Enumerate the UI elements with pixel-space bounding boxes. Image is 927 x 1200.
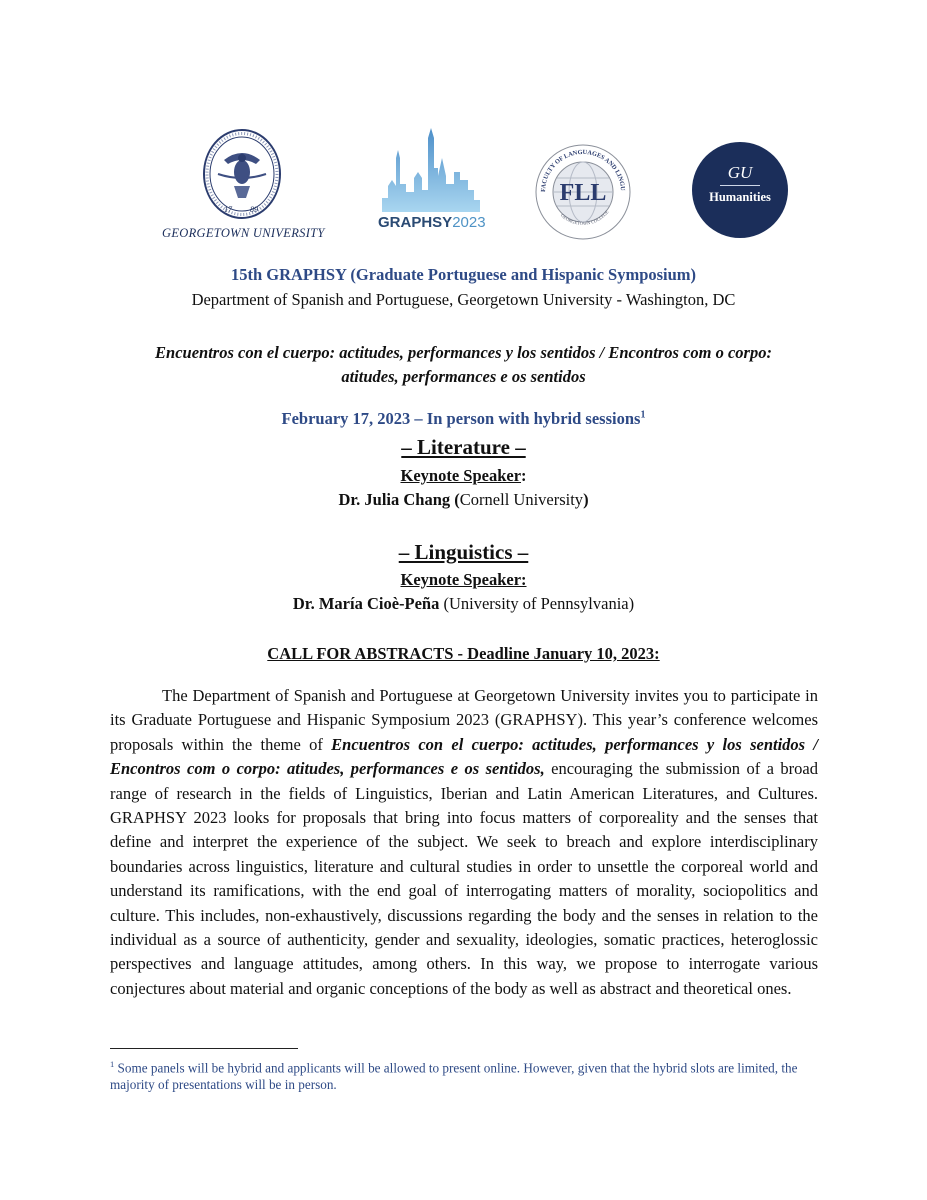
fll-bottom-text: GEORGETOWN COLLEGE	[559, 209, 610, 226]
footnote-divider	[110, 1048, 298, 1049]
literature-speaker	[0, 490, 927, 510]
literature-speaker-close: )	[583, 490, 589, 509]
gu-humanities-logo	[692, 142, 788, 238]
georgetown-wordmark: GEORGETOWN UNIVERSITY	[162, 226, 325, 240]
footnote	[110, 1056, 818, 1093]
event-date-text: February 17, 2023 – In person with hybrid sessions	[281, 409, 641, 428]
humanities-label: Humanities	[709, 190, 771, 204]
call-paragraph-body: encouraging the submission of a broad range of research in the fields of Linguistics, Iberian and Latin American Literatures, and Cultures. GRAPHSY 2023 looks for proposals that bring into focus matters of corporeality and the senses that define and interpret the experience of the subject. We seek to breach and explore interdisciplinary boundaries across linguistics, literature and cultural studies in order to unsettle the corporeal world and understand its ramifications, with the end goal of interrogating matters of morality, sociopolitics and culture. This includes, non-exhaustively, discussions regarding the body and the senses in relation to the individual as a source of authenticity, gender and sexuality, ideologies, somatic practices, heteroglossic perspectives and language attitudes, among others. In this way, we propose to interrogate various conjectures about material and organic conceptions of the body as well as abstract and theoretical ones.	[110, 759, 818, 998]
fll-monogram: FLL	[559, 180, 607, 206]
georgetown-logo	[162, 128, 325, 243]
theme-line-1: Encuentros con el cuerpo: actitudes, performances y los sentidos / Encontros com o corpo:	[155, 343, 772, 362]
theme-title	[0, 341, 927, 389]
literature-speaker-affiliation: Cornell University	[459, 490, 584, 509]
call-paragraph	[110, 684, 818, 1001]
graphsy-wordmark	[378, 214, 486, 231]
call-paragraph-theme: Encuentros con el cuerpo: actitudes, performances y los sentidos / Encontros com o corpo: atitudes, performances e os sentidos,	[110, 734, 818, 779]
footnote-text: Some panels will be hybrid and applicants will be allowed to present online. However, given that the hybrid slots are limited, the majority of presentations will be in person.	[110, 1060, 798, 1093]
graphsy-year: 2023	[452, 214, 486, 231]
call-paragraph-intro: The Department of Spanish and Portuguese at Georgetown University invites you to participate in its Graduate Portuguese and Hispanic Symposium 2023 (GRAPHSY). This year’s conference welcomes proposals within the theme of	[110, 686, 818, 754]
linguistics-heading: – Linguistics –	[398, 540, 529, 564]
footnote-ref: 1	[640, 409, 646, 421]
graphsy-skyline-icon	[378, 128, 482, 212]
fll-globe-icon	[533, 142, 633, 242]
georgetown-seal-icon	[200, 128, 284, 224]
linguistics-speaker-name: Dr. María Cioè-Peña	[292, 594, 440, 613]
theme-line-2: atitudes, performances e os sentidos	[341, 367, 586, 386]
literature-keynote-text: Keynote Speaker	[400, 466, 522, 485]
logo-row	[0, 128, 927, 248]
seal-year-left: 17	[224, 205, 232, 214]
humanities-divider	[720, 185, 760, 186]
fll-ring-text: FACULTY OF LANGUAGES AND LINGU	[539, 148, 627, 193]
linguistics-keynote-label: Keynote Speaker:	[400, 570, 527, 589]
symposium-title: 15th GRAPHSY (Graduate Portuguese and Hispanic Symposium)	[230, 265, 697, 284]
linguistics-speaker	[0, 594, 927, 614]
event-date	[0, 409, 927, 429]
fll-logo	[533, 142, 633, 242]
graphsy-logo	[378, 128, 486, 238]
literature-speaker-name: Dr. Julia Chang (	[338, 490, 460, 509]
call-for-abstracts-heading: CALL FOR ABSTRACTS - Deadline January 10, 2023:	[267, 644, 660, 663]
linguistics-speaker-affiliation: (University of Pennsylvania)	[443, 594, 635, 613]
seal-year-right: 89	[250, 205, 258, 214]
department-line: Department of Spanish and Portuguese, Georgetown University - Washington, DC	[191, 290, 736, 309]
literature-keynote-label: Keynote Speaker:	[400, 466, 527, 485]
humanities-gu-mark: GU	[727, 163, 753, 182]
footnote-mark: 1	[110, 1059, 115, 1069]
graphsy-name: GRAPHSY	[378, 214, 453, 231]
literature-heading: – Literature –	[401, 435, 526, 459]
